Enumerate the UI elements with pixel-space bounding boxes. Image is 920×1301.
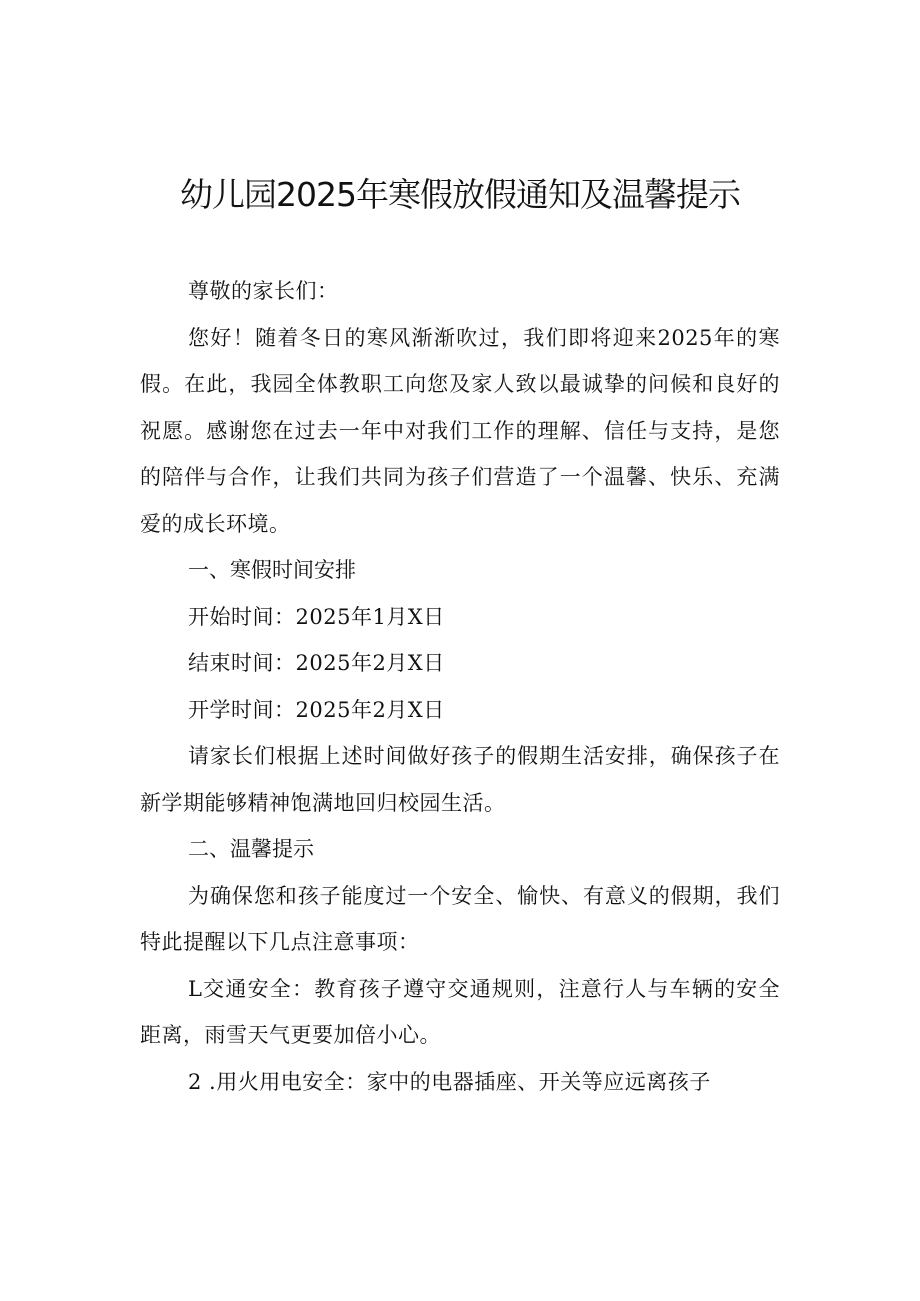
salutation: 尊敬的家长们： — [188, 279, 339, 303]
schedule-end: 结束时间：2025年2月X日 — [188, 651, 445, 675]
document-body — [140, 268, 780, 1105]
schedule-start: 开始时间：2025年1月X日 — [188, 604, 445, 629]
schedule-note: 请家长们根据上述时间做好孩子的假期生活安排，确保孩子在新学期能够精神饱满地回归校园生活。 — [140, 744, 780, 815]
tip-traffic-safety: L交通安全：教育孩子遵守交通规则，注意行人与车辆的安全距离，雨雪天气更要加倍小心。 — [140, 976, 780, 1047]
section-heading-tips: 二、温馨提示 — [188, 837, 314, 861]
schedule-school-start: 开学时间：2025年2月X日 — [188, 697, 445, 722]
intro-paragraph: 您好！随着冬日的寒风渐渐吹过，我们即将迎来2025年的寒假。在此，我园全体教职工向您及家人致以最诚挚的问候和良好的祝愿。感谢您在过去一年中对我们工作的理解、信任与支持，是您的陪伴与合作，让我们共同为孩子们营造了一个温馨、快乐、充满爱的成长环境。 — [140, 325, 780, 536]
section-heading-schedule: 一、寒假时间安排 — [188, 558, 356, 582]
document-title: 幼儿园2025年寒假放假通知及温馨提示 — [180, 175, 740, 214]
tips-intro: 为确保您和孩子能度过一个安全、愉快、有意义的假期，我们特此提醒以下几点注意事项： — [140, 883, 780, 954]
tip-fire-electric-safety: 2 .用火用电安全：家中的电器插座、开关等应远离孩子 — [188, 1069, 711, 1094]
